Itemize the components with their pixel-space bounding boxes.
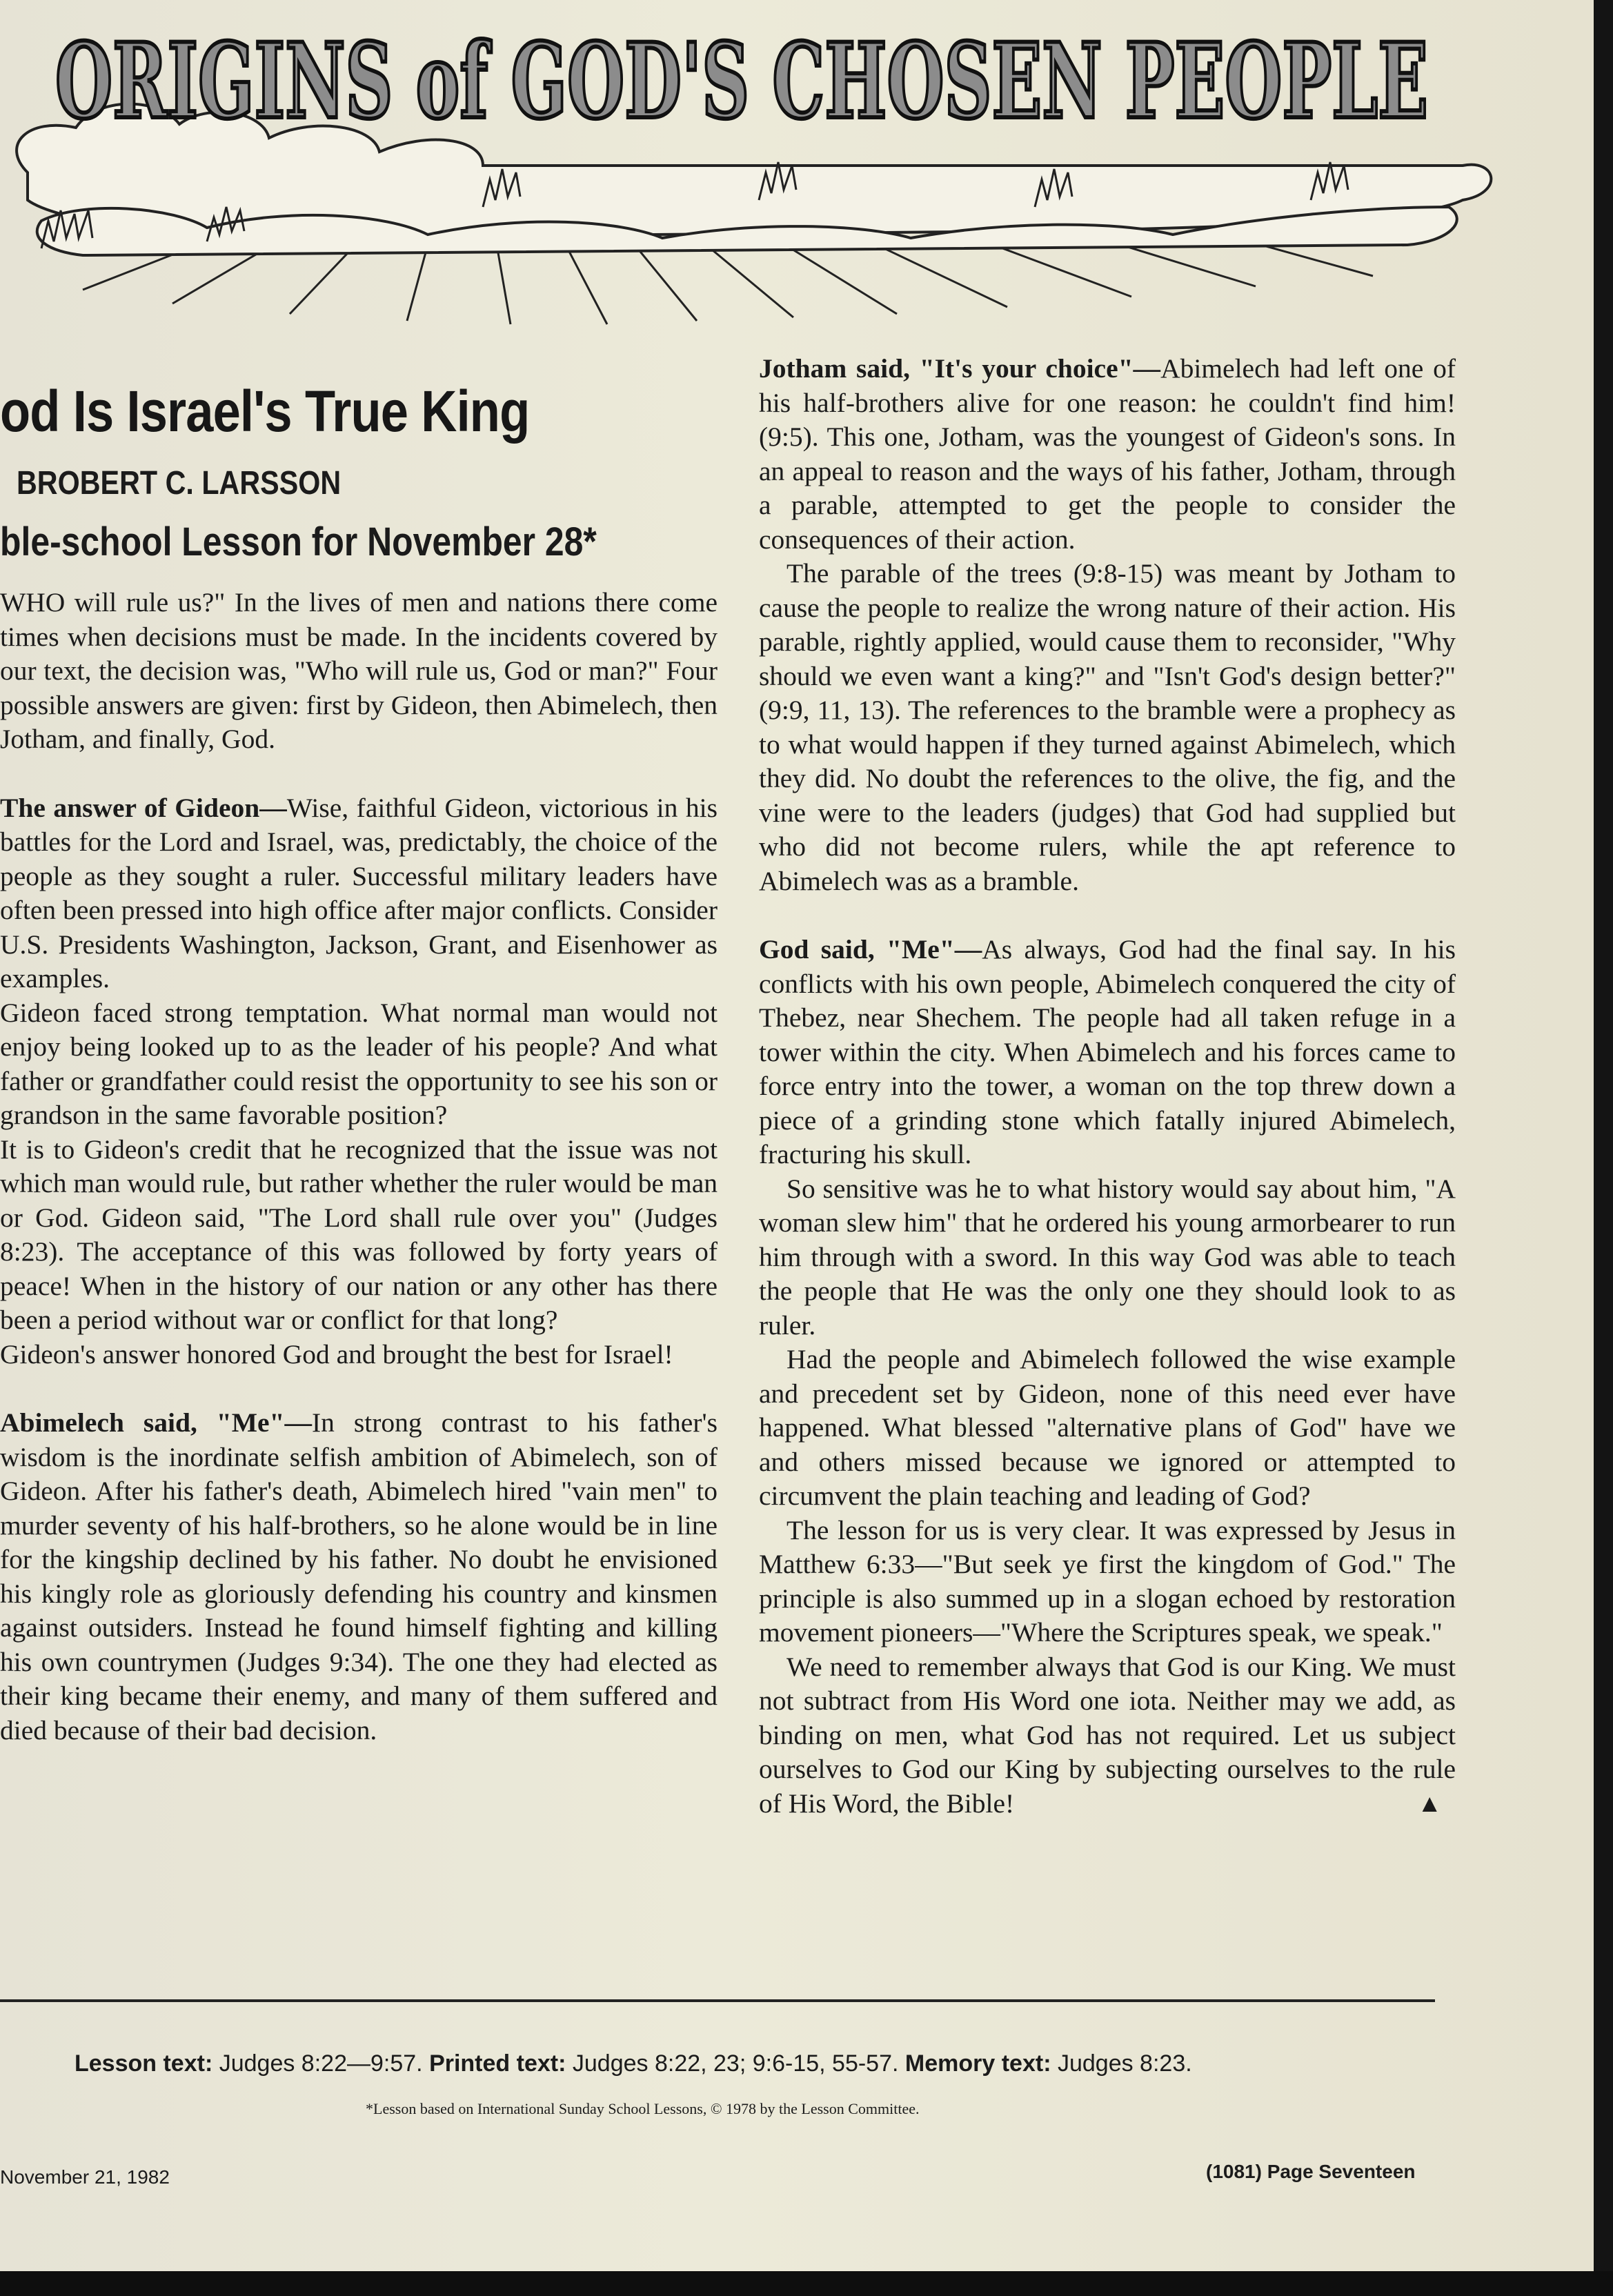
jotham-paragraph-2: The parable of the trees (9:8-15) was meant by Jotham to cause the people to realize the wrong nature of their action. His parable, rightly applied, would cause them to reconsider, "Why should we even want a king?" and "Isn't God's design better?" (9:9, 11, 13). The references to the bramble were a prophecy as to what would happen if they turned against Abimelech, which they did. No doubt the references to the olive, the fig, and the vine were to the leaders (judges) that God had supplied but who did not become rulers, while the apt reference to Abimelech was as a bramble. — [759, 558, 1456, 896]
issue-date: November 21, 1982 — [0, 2166, 170, 2188]
jotham-text-1: Abimelech had left one of his half-brothers alive for one reason: he couldn't find him! (9:5). This one, Jotham, was the youngest of Gideon's sons. In an appeal to reason and the ways of his father, Jotham, through a parable, attempted to get the people to consider the consequences of their action. — [759, 353, 1456, 555]
gideon-paragraph-4: Gideon's answer honored God and brought the best for Israel! — [0, 1338, 673, 1369]
memory-text-value: Judges 8:23. — [1057, 2050, 1192, 2077]
gideon-paragraph-2: Gideon faced strong temptation. What normal man would not enjoy being looked up to as the leader of his people? And what father or grandfather could resist the opportunity to see his son or grandson in the same favorable position? — [0, 997, 718, 1130]
end-of-article-mark: ▲ — [1417, 1789, 1442, 1817]
page-number: (1081) Page Seventeen — [1206, 2161, 1416, 2182]
gideon-lead: The answer of Gideon— — [0, 792, 287, 823]
banner-illustration — [0, 0, 1518, 331]
lesson-text-value: Judges 8:22—9:57. — [219, 2050, 423, 2077]
banner-title: ORIGINS of GOD'S CHOSEN PEOPLE — [55, 21, 1428, 142]
god-paragraph-2: So sensitive was he to what history would say about him, "A woman slew him" that he ordered his young armorbearer to run him through with a sword. In this way God was able to teach the people that He was the only one they should look to as ruler. — [759, 1173, 1456, 1340]
god-paragraph-4: The lesson for us is very clear. It was expressed by Jesus in Matthew 6:33—"But seek ye first the kingdom of God." The principle is also summed up in a slogan echoed by restoration movement pioneers—"Where the Scriptures speak, we speak." — [759, 1514, 1456, 1647]
abimelech-paragraph-1 — [0, 1406, 718, 1748]
footer-divider — [0, 1999, 1435, 2002]
article-headline: od Is Israel's True King — [0, 379, 530, 444]
intro-paragraph: WHO will rule us?" In the lives of men and nations there come times when decisions must be made. In the incidents covered by our text, the decision was, "Who will rule us, God or man?" Four possible answers are given: first by Gideon, then Abimelech, then Jotham, and finally, God. — [0, 587, 718, 754]
printed-text-value: Judges 8:22, 23; 9:6-15, 55-57. — [572, 2050, 899, 2077]
article-right-column — [759, 352, 1456, 1821]
memory-text-label: Memory text: — [904, 2050, 1051, 2077]
article-kicker: ble-school Lesson for November 28* — [0, 519, 597, 564]
footnote: *Lesson based on International Sunday School Lessons, © 1978 by the Lesson Committee. — [366, 2100, 920, 2117]
banner — [0, 0, 1518, 331]
god-paragraph-5 — [759, 1650, 1456, 1821]
lesson-text-label: Lesson text: — [75, 2050, 213, 2077]
jotham-lead: Jotham said, "It's your choice"— — [759, 353, 1161, 384]
page-edge-right — [1594, 0, 1613, 2296]
god-text-1: As always, God had the final say. In his conflicts with his own people, Abimelech conquered the city of Thebez, near Shechem. The people had all taken refuge in a tower within the city. When Abimelech and his forces came to force entry into the tower, a woman on the top threw down a piece of a grinding stone which fatally injured Abimelech, fracturing his skull. — [759, 934, 1456, 1169]
lesson-references — [75, 2050, 1454, 2077]
page-edge-bottom — [0, 2271, 1613, 2296]
god-paragraph-1 — [759, 933, 1456, 1172]
god-paragraph-3: Had the people and Abimelech followed the wise example and precedent set by Gideon, none of this need ever have happened. What blessed "alternative plans of God" have we and others missed because we ignored or attempted to circumvent the plain teaching and leading of God? — [759, 1344, 1456, 1511]
god-lead: God said, "Me"— — [759, 934, 982, 964]
jotham-paragraph-1 — [759, 352, 1456, 557]
gideon-paragraph-1 — [0, 791, 718, 996]
abimelech-lead: Abimelech said, "Me"— — [0, 1407, 312, 1438]
article-left-column — [0, 359, 718, 1748]
god-text-5: We need to remember always that God is our King. We must not subtract from His Word one iota. Neither may we add, as binding on men, what God has not required. Let us subject ourselves to God our King by subjecting ourselves to the rule of His Word, the Bible! — [759, 1651, 1456, 1819]
gideon-paragraph-3: It is to Gideon's credit that he recognized that the issue was not which man would rule, but rather whether the ruler would be man or God. Gideon said, "The Lord shall rule over you" (Judges 8:23). The acceptance of this was followed by forty years of peace! When in the history of our nation or any other has there been a period without war or conflict for that long? — [0, 1134, 718, 1335]
gideon-text-1: Wise, faithful Gideon, victorious in his battles for the Lord and Israel, was, predictably, the choice of the people as they sought a ruler. Successful military leaders have often been pressed into high office after major conflicts. Consider U.S. Presidents Washington, Jackson, Grant, and Eisenhower as examples. — [0, 792, 718, 993]
abimelech-text-1: In strong contrast to his father's wisdom is the inordinate selfish ambition of Abimelech, son of Gideon. After his father's death, Abimelech hired "vain men" to murder seventy of his half-brothers, so he alone would be in line for the kingship declined by his father. No doubt he envisioned his kingly role as gloriously defending his country and kinsmen against outsiders. Instead he found himself fighting and killing his own countrymen (Judges 9:34). The one they had elected as their king became their enemy, and many of them suffered and died because of their bad decision. — [0, 1407, 718, 1745]
printed-text-label: Printed text: — [429, 2050, 566, 2077]
article-byline: BROBERT C. LARSSON — [17, 465, 342, 502]
